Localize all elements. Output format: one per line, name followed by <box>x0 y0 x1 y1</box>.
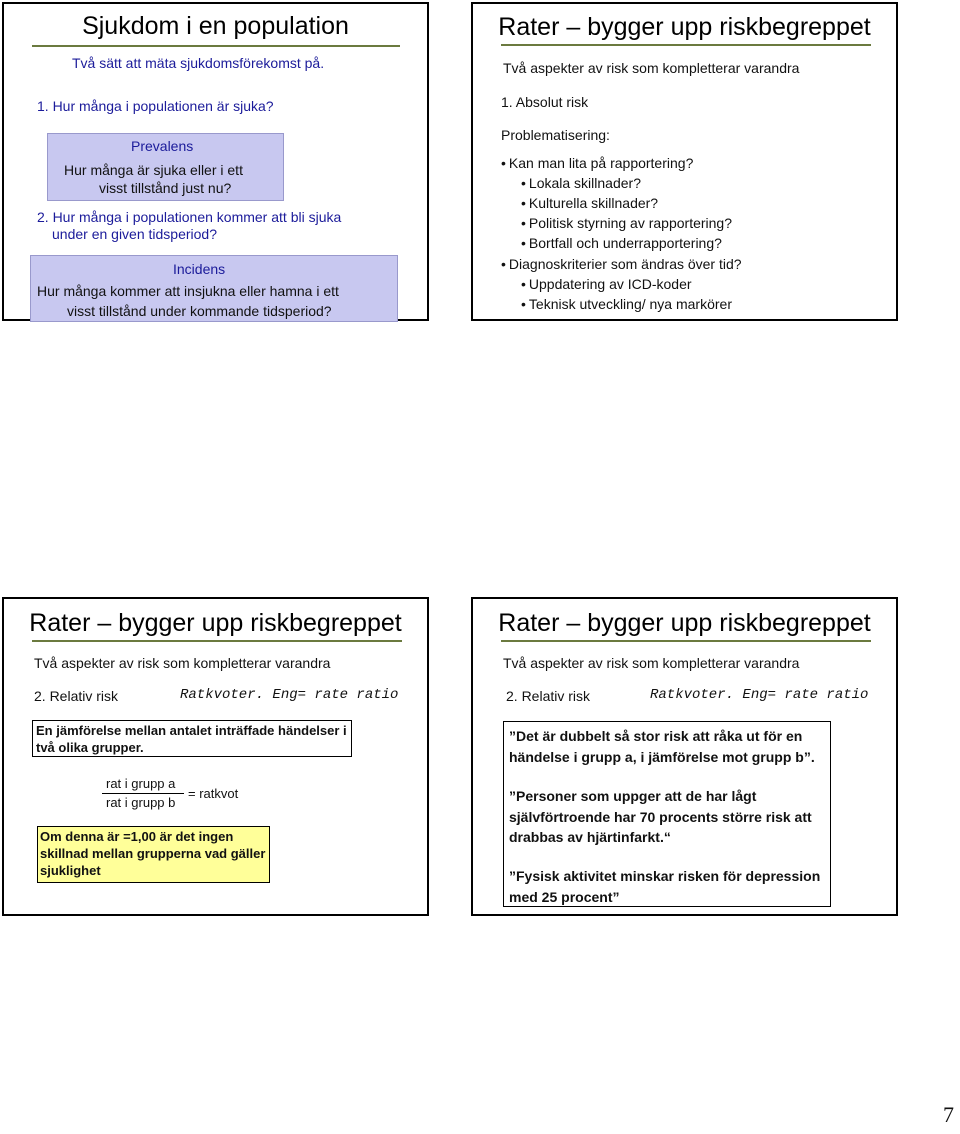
incidens-box <box>30 255 398 322</box>
slide4-title-rule <box>501 640 871 642</box>
problem-item: • Teknisk utveckling/ nya markörer <box>521 296 732 312</box>
slide4-section: 2. Relativ risk <box>506 688 591 704</box>
problem-item: • Diagnoskriterier som ändras över tid? <box>501 256 742 272</box>
slide-rater-absolut-risk <box>471 2 898 321</box>
definition-line-2: två olika grupper. <box>36 740 144 755</box>
slide3-title: Rater – bygger upp riskbegreppet <box>29 609 402 637</box>
quote-3-line-2: med 25 procent” <box>509 889 620 905</box>
prevalens-box <box>47 133 284 201</box>
slide3-ratkvoter-note: Ratkvoter. Eng= rate ratio <box>180 687 399 703</box>
page-number: 7 <box>943 1102 954 1127</box>
incidens-heading: Incidens <box>173 261 226 277</box>
interpretation-line-1: Om denna är =1,00 är det ingen <box>40 829 234 844</box>
prevalens-heading: Prevalens <box>131 138 194 154</box>
slide2-section: 1. Absolut risk <box>501 94 589 110</box>
fraction-line <box>102 793 184 794</box>
interpretation-line-2: skillnad mellan grupperna vad gäller <box>40 846 266 861</box>
slide-rater-relativ-risk-ratkvot <box>2 597 429 916</box>
problem-item: • Kan man lita på rapportering? <box>501 155 693 171</box>
slide1-title: Sjukdom i en population <box>82 12 349 40</box>
quote-1-line-1: ”Det är dubbelt så stor risk att råka ut för en <box>509 728 803 744</box>
problem-item: • Uppdatering av ICD-koder <box>521 276 692 292</box>
slide4-title: Rater – bygger upp riskbegreppet <box>498 609 871 637</box>
problem-item: • Bortfall och underrapportering? <box>521 235 722 251</box>
slide2-problem-heading: Problematisering: <box>501 127 610 143</box>
slide3-subtitle: Två aspekter av risk som kompletterar varandra <box>34 655 331 671</box>
definition-box <box>32 720 352 757</box>
interpretation-box <box>37 826 270 883</box>
quote-2-line-2: självförtroende har 70 procents större risk att <box>509 809 812 825</box>
slide1-question-1: 1. Hur många i populationen är sjuka? <box>37 98 274 114</box>
slide1-title-rule <box>32 45 400 47</box>
incidens-line-1: Hur många kommer att insjukna eller hamna i ett <box>37 283 339 299</box>
slide1-question-2-line-1: 2. Hur många i populationen kommer att bli sjuka <box>37 209 342 225</box>
quote-2-line-3: drabbas av hjärtinfarkt.“ <box>509 829 671 845</box>
prevalens-line-1: Hur många är sjuka eller i ett <box>64 162 243 178</box>
slide3-section: 2. Relativ risk <box>34 688 119 704</box>
incidens-line-2: visst tillstånd under kommande tidsperiod? <box>67 303 332 319</box>
fraction-denominator: rat i grupp b <box>106 795 176 810</box>
slide-sjukdom-population <box>2 2 429 321</box>
problem-item: • Politisk styrning av rapportering? <box>521 215 732 231</box>
slide1-subtitle: Två sätt att mäta sjukdomsförekomst på. <box>72 55 325 71</box>
definition-line-1: En jämförelse mellan antalet inträffade händelser i <box>36 723 347 738</box>
fraction-numerator: rat i grupp a <box>106 776 176 791</box>
slide1-question-2-line-2: under en given tidsperiod? <box>52 226 218 242</box>
slide-rater-relativ-risk-exempel <box>471 597 898 916</box>
problem-item: • Kulturella skillnader? <box>521 195 658 211</box>
slide4-ratkvoter-note: Ratkvoter. Eng= rate ratio <box>650 687 869 703</box>
slide2-title-rule <box>501 44 871 46</box>
slide4-subtitle: Två aspekter av risk som kompletterar varandra <box>503 655 800 671</box>
quote-2-line-1: ”Personer som uppger att de har lågt <box>509 788 757 804</box>
slide2-subtitle: Två aspekter av risk som kompletterar varandra <box>503 60 800 76</box>
fraction-result: = ratkvot <box>188 786 239 801</box>
examples-box <box>503 721 831 907</box>
slide2-title: Rater – bygger upp riskbegreppet <box>498 13 871 41</box>
quote-3-line-1: ”Fysisk aktivitet minskar risken för depression <box>509 868 821 884</box>
interpretation-line-3: sjuklighet <box>40 863 101 878</box>
quote-1-line-2: händelse i grupp a, i jämförelse mot grupp b”. <box>509 749 815 765</box>
prevalens-line-2: visst tillstånd just nu? <box>99 180 232 196</box>
problem-item: • Lokala skillnader? <box>521 175 641 191</box>
slide3-title-rule <box>32 640 402 642</box>
